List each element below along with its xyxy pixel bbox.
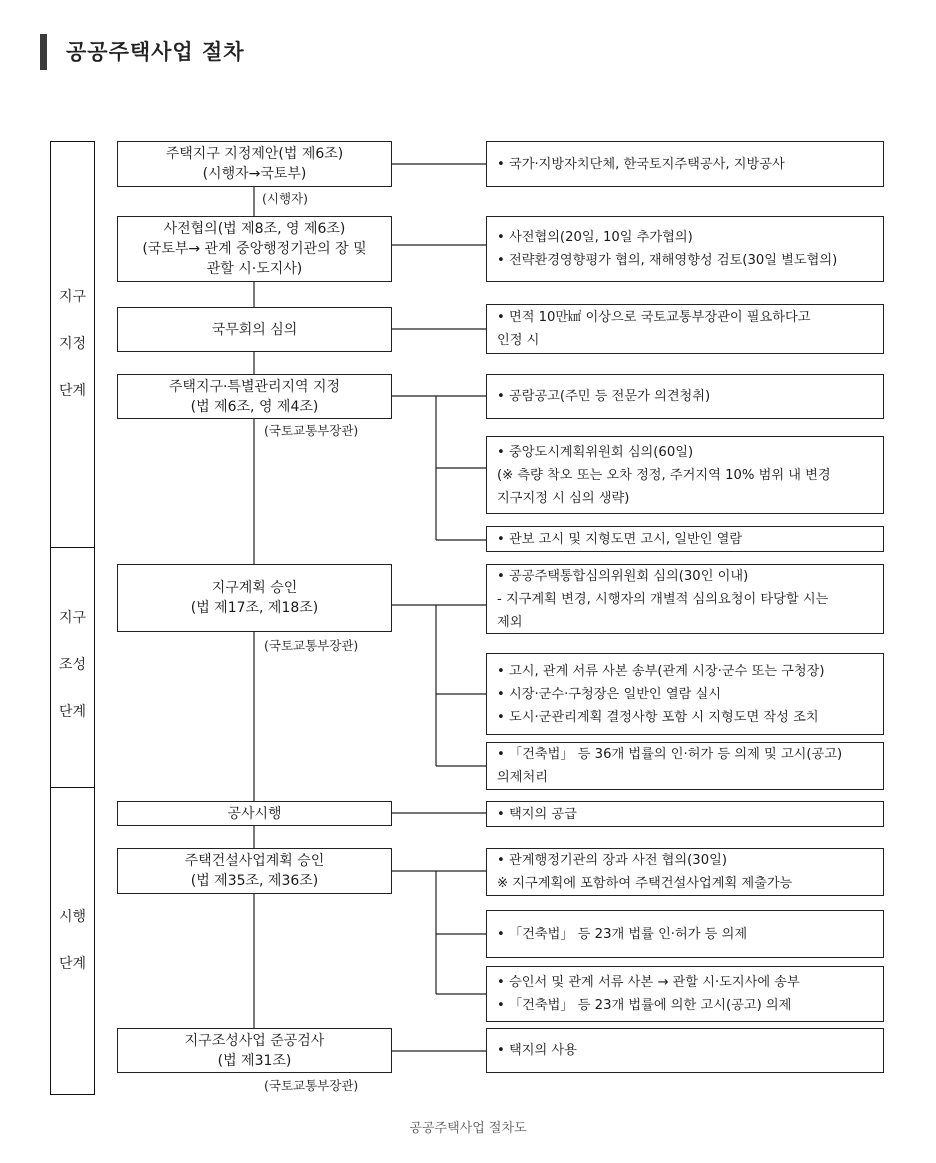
phase-label: 단계 <box>58 383 87 399</box>
detail-line: • 「건축법」 등 23개 법률에 의한 고시(공고) 의제 <box>497 998 792 1013</box>
step-district-plan-approval <box>117 564 392 632</box>
detail-approval-distribution <box>486 966 884 1022</box>
step-actor-note: (시행자) <box>262 191 308 206</box>
phase-label: 조성 <box>58 657 87 673</box>
detail-line: 지구지정 시 심의 생략) <box>497 490 630 506</box>
phase-label: 시행 <box>58 909 87 925</box>
detail-land-supply <box>486 801 884 827</box>
step-text: (법 제35조, 제36조) <box>190 873 319 889</box>
detail-line: • 국가·지방자치단체, 한국토지주택공사, 지방공사 <box>497 156 785 172</box>
step-cabinet-review <box>117 307 392 352</box>
phase-label: 지구 <box>58 289 87 305</box>
detail-line: • 관보 고시 및 지형도면 고시, 일반인 열람 <box>497 531 743 547</box>
detail-line: • 공람공고(주민 등 전문가 의견청취) <box>497 389 711 404</box>
step-designation-proposal <box>117 141 392 187</box>
step-text: 주택지구·특별관리지역 지정 <box>168 378 341 395</box>
detail-line: ※ 지구계획에 포함하여 주택건설사업계획 제출가능 <box>497 876 793 891</box>
detail-line: • 고시, 관계 서류 사본 송부(관계 시장·군수 또는 구청장) <box>497 663 825 679</box>
phase-divider <box>50 787 95 788</box>
step-text: (법 제31조) <box>217 1052 292 1069</box>
detail-line: - 지구계획 변경, 시행자의 개별적 심의요청이 타당할 시는 <box>497 591 829 607</box>
detail-agency-consultation <box>486 848 884 896</box>
phase-district-designation <box>50 285 95 426</box>
step-housing-plan-approval <box>117 848 392 894</box>
detail-building-act-36 <box>486 742 884 790</box>
detail-line: • 공공주택통합심의위원회 심의(30인 이내) <box>497 568 749 584</box>
detail-line: • 택지의 사용 <box>497 1043 577 1058</box>
detail-gazette-notice <box>486 526 884 552</box>
phase-label: 단계 <box>58 956 87 972</box>
detail-cabinet-condition <box>486 304 884 354</box>
step-text: 주택지구 지정제안(법 제6조) <box>165 146 344 162</box>
step-text: 국무회의 심의 <box>211 321 298 338</box>
page-title: 공공주택사업 절차 <box>66 40 245 64</box>
detail-line: 제외 <box>497 614 523 630</box>
detail-line: 의제처리 <box>497 770 548 785</box>
step-text: 관할 시·도지사) <box>206 261 303 277</box>
detail-integrated-review <box>486 564 884 634</box>
detail-line: (※ 측량 착오 또는 오차 정정, 주거지역 10% 범위 내 변경 <box>497 467 831 483</box>
step-construction <box>117 801 392 826</box>
step-text: 공사시행 <box>227 805 282 822</box>
step-actor-note: (국토교통부장관) <box>264 638 359 653</box>
step-text: (법 제17조, 제18조) <box>190 600 319 616</box>
detail-public-notice <box>486 374 884 419</box>
phase-label: 단계 <box>58 704 87 720</box>
step-actor-note: (국토교통부장관) <box>264 1078 359 1093</box>
phase-district-development <box>50 606 95 747</box>
phase-divider <box>50 547 95 548</box>
step-text: (국토부→ 관계 중앙행정기관의 장 및 <box>142 241 367 257</box>
detail-line: • 사전협의(20일, 10일 추가협의) <box>497 230 693 245</box>
step-text: (법 제6조, 영 제4조) <box>190 398 319 415</box>
detail-building-act-23 <box>486 910 884 958</box>
detail-line: • 시장·군수·구청장은 일반인 열람 실시 <box>497 686 722 702</box>
detail-land-use <box>486 1028 884 1073</box>
detail-line: 인정 시 <box>497 333 540 348</box>
detail-proposers <box>486 141 884 187</box>
step-completion-inspection <box>117 1028 392 1073</box>
step-text: 사전협의(법 제8조, 영 제6조) <box>163 221 346 237</box>
detail-line: • 「건축법」 등 36개 법률의 인·허가 등 의제 및 고시(공고) <box>497 747 843 762</box>
step-text: 지구계획 승인 <box>211 580 298 596</box>
step-text: 주택건설사업계획 승인 <box>184 853 325 869</box>
detail-line: • 택지의 공급 <box>497 806 577 822</box>
detail-line: • 승인서 및 관계 서류 사본 → 관할 시·도지사에 송부 <box>497 975 800 990</box>
detail-line: • 전략환경영향평가 협의, 재해영향성 검토(30일 별도협의) <box>497 253 838 268</box>
step-prior-consultation <box>117 216 392 282</box>
detail-prior-consultation <box>486 216 884 282</box>
step-text: (시행자→국토부) <box>202 166 307 182</box>
detail-line: • 중앙도시계획위원회 심의(60일) <box>497 444 694 460</box>
figure-caption: 공공주택사업 절차도 <box>409 1121 527 1136</box>
phase-implementation <box>50 905 95 999</box>
step-actor-note: (국토교통부장관) <box>264 423 359 438</box>
detail-line: • 「건축법」 등 23개 법률 인·허가 등 의제 <box>497 926 748 942</box>
detail-line: • 관계행정기관의 장과 사전 협의(30일) <box>497 853 727 868</box>
phase-label: 지정 <box>58 336 87 352</box>
detail-notice-distribution <box>486 653 884 735</box>
phase-label: 지구 <box>58 610 87 626</box>
detail-line: • 면적 10만㎢ 이상으로 국토교통부장관이 필요하다고 <box>497 310 811 325</box>
step-district-designation <box>117 374 392 419</box>
detail-line: • 도시·군관리계획 결정사항 포함 시 지형도면 작성 조치 <box>497 709 819 725</box>
step-text: 지구조성사업 준공검사 <box>184 1032 325 1049</box>
detail-urban-planning-review <box>486 436 884 514</box>
